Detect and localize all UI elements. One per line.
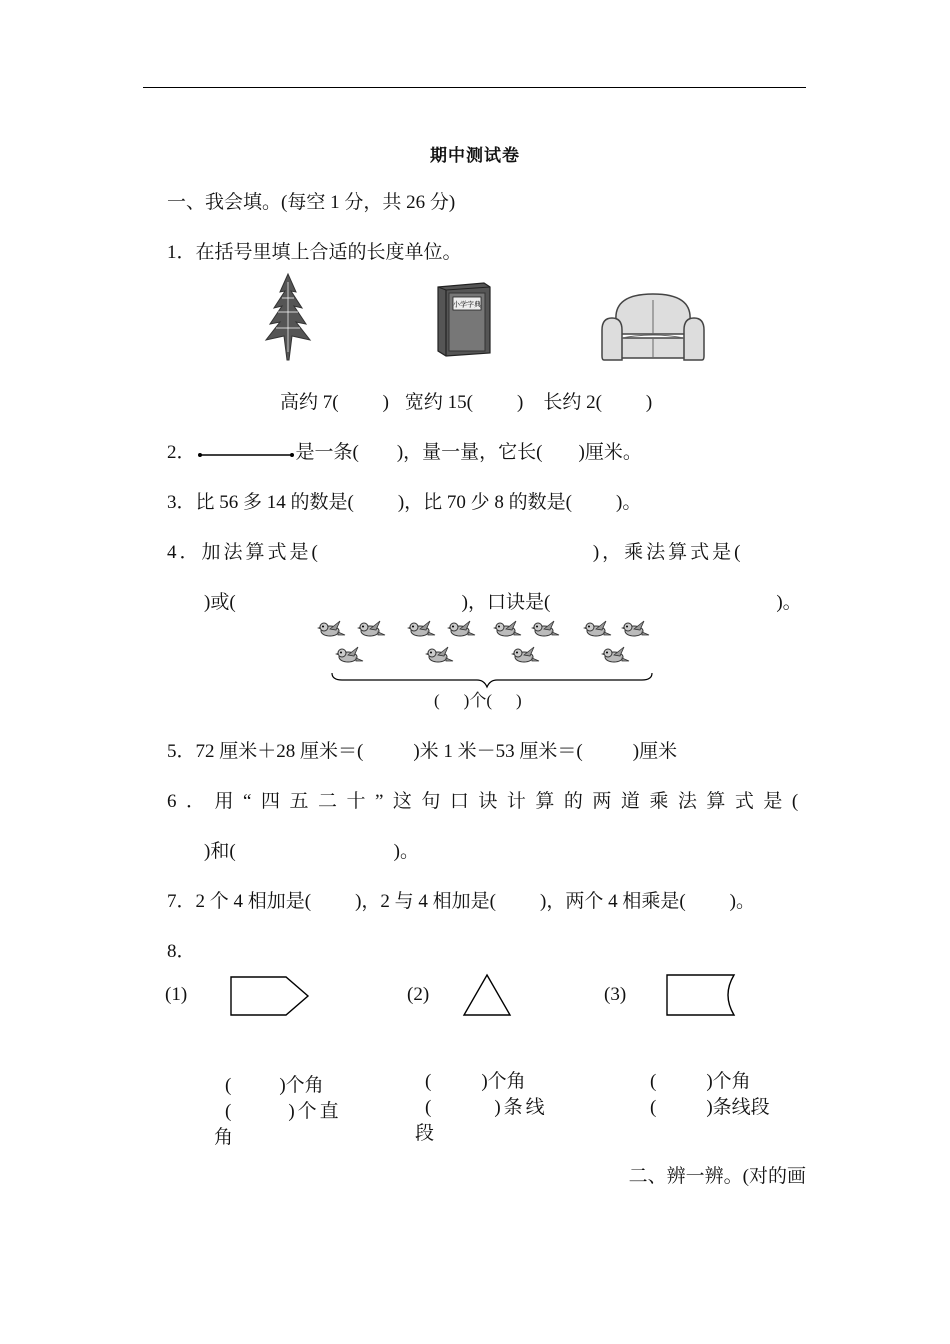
caption-open: ( <box>434 691 440 710</box>
question-number: 3． <box>167 492 196 513</box>
bird-icon <box>335 647 363 662</box>
birds-caption <box>434 686 522 711</box>
open-paren: ( <box>425 1097 435 1118</box>
bird-icon <box>447 621 475 636</box>
caption-close: ) <box>516 691 522 710</box>
bird-icon <box>493 621 521 636</box>
top-rule <box>143 87 806 88</box>
shape-3-angle-count <box>650 1066 751 1093</box>
birds-figure <box>312 617 662 689</box>
question-4-line-2 <box>204 587 802 614</box>
close-paren: ) <box>382 392 389 413</box>
book-cover-label: 小学字典 <box>453 300 481 309</box>
shape-1-label: (1) <box>165 984 188 1005</box>
question-number: 7． <box>167 891 196 912</box>
close-paren: ) <box>516 392 524 413</box>
question-6 <box>167 786 808 813</box>
question-number: 6． <box>167 791 215 812</box>
section-2-heading: 二、辨一辨。(对的画 <box>628 1166 806 1187</box>
question-number: 1． <box>167 242 196 263</box>
question-2 <box>167 437 642 464</box>
book-icon <box>432 281 494 357</box>
curved-side-shape <box>664 972 738 1018</box>
bird-icon <box>621 621 649 636</box>
tree-icon <box>258 272 318 364</box>
bird-icon <box>531 621 559 636</box>
section-1-heading: 一、我会填。(每空 1 分，共 26 分) <box>167 192 456 213</box>
bird-icon <box>583 621 611 636</box>
q3-part-c: )。 <box>616 492 642 513</box>
shape-2-segment-count <box>425 1092 548 1119</box>
open-paren: ( <box>225 1075 232 1096</box>
q6-text: 用“四五二十”这句口诀计算的两道乘法算式是( <box>214 791 808 812</box>
q5-part-a: 72 厘米＋28 厘米＝( <box>195 741 364 762</box>
q2-part-a: 是一条( <box>295 442 359 463</box>
q4-addition-prompt: 加法算式是( <box>201 542 321 563</box>
open-paren: ( <box>650 1071 657 1092</box>
q3-part-b: )，比 70 少 8 的数是( <box>397 492 572 513</box>
question-4 <box>167 537 744 564</box>
q4-or: )或( <box>204 592 236 613</box>
shape-1-angle-count <box>225 1070 324 1097</box>
q4-multiplication-prompt: )，乘法算式是( <box>592 542 744 563</box>
shape-1-right-angle-count <box>225 1096 342 1123</box>
question-7 <box>167 886 755 913</box>
segment-label: )条线段 <box>706 1097 770 1118</box>
angle-label: )个角 <box>481 1071 526 1092</box>
question-6-line-2 <box>204 836 419 863</box>
open-paren: ( <box>225 1101 235 1122</box>
bird-icon <box>407 621 435 636</box>
shape-3-label: (3) <box>604 984 627 1005</box>
angle-label: )个角 <box>706 1071 751 1092</box>
curly-brace <box>332 673 652 687</box>
sofa-icon <box>598 290 708 364</box>
pentagon-arrow-shape <box>228 974 312 1018</box>
bird-icon <box>425 647 453 662</box>
q2-part-c: )厘米。 <box>578 442 642 463</box>
bird-icon <box>317 621 345 636</box>
open-paren: ( <box>425 1071 432 1092</box>
q2-part-b: )，量一量，它长( <box>396 442 543 463</box>
question-text: 在括号里填上合适的长度单位。 <box>195 242 462 263</box>
angle-label: )个角 <box>279 1075 324 1096</box>
shape-2-label: (2) <box>407 984 430 1005</box>
wrap-text: 角 <box>214 1127 234 1148</box>
question-5 <box>167 736 677 763</box>
bird-icon <box>357 621 385 636</box>
q3-part-a: 比 56 多 14 的数是( <box>195 492 354 513</box>
q7-part-d: )。 <box>729 891 755 912</box>
question-number: 5． <box>167 741 196 762</box>
question-8: 8． <box>167 941 196 962</box>
caption-middle: )个( <box>463 691 492 710</box>
sofa-length-prompt: 长约 2( <box>543 392 602 413</box>
question-1-answers <box>280 387 652 414</box>
tree-height-prompt: 高约 7( <box>280 392 339 413</box>
bird-icon <box>511 647 539 662</box>
q5-part-c: )厘米 <box>632 741 678 762</box>
question-number: 2． <box>167 442 196 463</box>
q5-part-b: )米 1 米－53 厘米＝( <box>413 741 583 762</box>
q6-end: )。 <box>393 841 419 862</box>
q7-part-a: 2 个 4 相加是( <box>195 891 312 912</box>
segment-label: )条线 <box>494 1097 548 1118</box>
q6-and: )和( <box>204 841 236 862</box>
page-title: 期中测试卷 <box>430 146 520 165</box>
line-segment-figure <box>196 444 296 460</box>
bird-icon <box>601 647 629 662</box>
book-width-prompt: 宽约 15( <box>404 392 473 413</box>
close-paren: ) <box>645 392 653 413</box>
question-1 <box>167 237 462 264</box>
q7-part-c: )，两个 4 相乘是( <box>540 891 686 912</box>
shape-2-angle-count <box>425 1066 526 1093</box>
q4-rhyme-prompt: )，口诀是( <box>461 592 551 613</box>
q4-end: )。 <box>776 592 802 613</box>
triangle-shape <box>461 972 513 1018</box>
question-3 <box>167 487 641 514</box>
shape-3-segment-count <box>650 1092 770 1119</box>
wrap-text: 段 <box>415 1123 435 1144</box>
right-angle-label: )个直 <box>288 1101 342 1122</box>
question-number: 4． <box>167 542 202 563</box>
q7-part-b: )，2 与 4 相加是( <box>355 891 496 912</box>
open-paren: ( <box>650 1097 657 1118</box>
